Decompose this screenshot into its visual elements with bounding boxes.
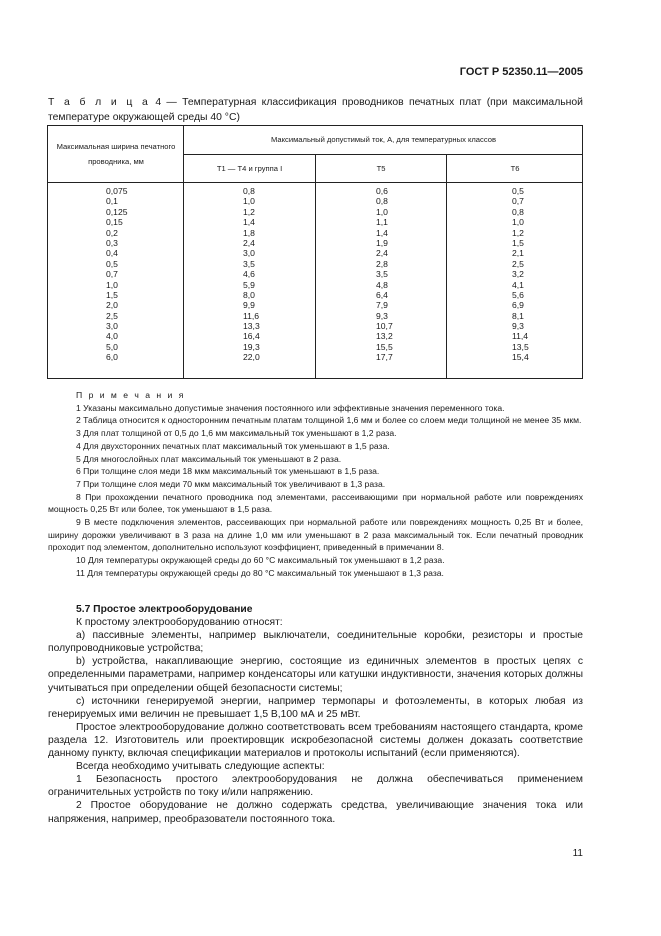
table-cell: 5,9	[243, 279, 255, 290]
column-t5-values	[376, 186, 393, 363]
table-cell: 4,8	[376, 279, 388, 290]
table-cell: 0,8	[512, 206, 524, 217]
column-t6-values	[512, 186, 529, 363]
table-caption-number: 4 —	[150, 97, 177, 108]
table-cell: 8,0	[243, 289, 255, 300]
note-item: 5 Для многослойных плат максимальный ток уменьшают в 2 раза.	[76, 453, 342, 464]
section-simple-equipment	[48, 603, 583, 826]
table-cell: 0,4	[106, 248, 118, 259]
table-cell: 3,5	[376, 269, 388, 280]
table-cell: 11,4	[512, 331, 529, 342]
table-cell: 8,1	[512, 310, 524, 321]
column-t1-t4-values	[243, 186, 260, 363]
table-cell: 2,4	[243, 237, 255, 248]
note-item: 9 В месте подключения элементов, рассеивающих при нормальной работе или повреждениях мощность 0,25 Вт и более, ширину дорожки увеличивают в 3 раза на длине 1,0 мм или уменьшают в 2 раза максимальный ток. Если печатный проводник проходит под элементом, дополнительно используют коэффициент, приведенный в примечании 8.	[48, 517, 583, 553]
table-cell: 0,3	[106, 237, 118, 248]
table-cell: 19,3	[243, 341, 260, 352]
table-cell: 1,5	[512, 237, 524, 248]
table-cell: 10,7	[376, 321, 393, 332]
table-divider	[315, 154, 316, 378]
section-paragraph: К простому электрооборудованию относят:	[76, 617, 283, 629]
section-paragraph: Простое электрооборудование должно соответствовать всем требованиям настоящего стандарта, кроме раздела 12. Изготовитель или проектировщик искробезопасной системы должен доказать соответствие данному пункту, включая спецификации материалов и протоколы испытаний (если применяются).	[48, 721, 583, 760]
table-cell: 11,6	[243, 310, 260, 321]
table-caption	[48, 95, 583, 125]
table-cell: 2,5	[106, 310, 118, 321]
document-code: ГОСТ Р 52350.11—2005	[459, 66, 583, 78]
section-paragraph: c) источники генерируемой энергии, например термопары и фотоэлементы, в которых любая из генерируемых ими величин не превышает 1,5 В,100 мА и 25 мВт.	[48, 695, 583, 720]
note-item: 7 При толщине слоя меди 70 мкм максимальный ток увеличивают в 1,3 раза.	[76, 478, 386, 489]
table-cell: 17,7	[376, 352, 393, 363]
section-paragraph: a) пассивные элементы, например выключатели, соединительные коробки, резисторы и простые полупроводниковые устройства;	[48, 630, 583, 655]
table-cell: 2,5	[512, 258, 524, 269]
table-cell: 3,0	[243, 248, 255, 259]
table-cell: 5,0	[106, 341, 118, 352]
column-header-t6: Т6	[510, 164, 520, 173]
table-cell: 2,0	[106, 300, 118, 311]
table-cell: 1,2	[243, 206, 255, 217]
table-cell: 0,8	[376, 196, 388, 207]
table-cell: 3,0	[106, 321, 118, 332]
table-divider	[446, 154, 447, 378]
section-paragraph: 1 Безопасность простого электрооборудования не должна обеспечиваться применением ограничительных устройств по току и/или напряжению.	[48, 774, 583, 799]
note-item: 1 Указаны максимально допустимые значения постоянного или эффективные значения переменного тока.	[76, 402, 505, 413]
table-cell: 0,075	[106, 186, 128, 196]
table-divider	[48, 182, 582, 183]
table-caption-text: Температурная классификация проводников печатных плат (при максимальной температуре окружающей среды 40 °С)	[48, 97, 583, 123]
table-cell: 1,5	[106, 289, 118, 300]
table-cell: 0,1	[106, 196, 118, 207]
table-cell: 13,3	[243, 321, 260, 332]
table-cell: 0,125	[106, 206, 128, 217]
temperature-classification-table	[47, 125, 583, 379]
note-item: 4 Для двухсторонних печатных плат максимальный ток уменьшают в 1,5 раза.	[76, 440, 390, 451]
table-cell: 0,15	[106, 217, 123, 228]
table-cell: 9,9	[243, 300, 255, 311]
table-cell: 4,0	[106, 331, 118, 342]
table-cell: 2,1	[512, 248, 524, 259]
table-cell: 3,2	[512, 269, 524, 280]
column-header-t1-t4: Т1 — Т4 и группа I	[216, 164, 283, 173]
section-paragraph: Всегда необходимо учитывать следующие аспекты:	[76, 761, 325, 773]
table-cell: 4,6	[243, 269, 255, 280]
page-number: 11	[572, 848, 583, 859]
table-notes	[48, 389, 583, 580]
table-cell: 6,4	[376, 289, 388, 300]
table-cell: 15,5	[376, 341, 393, 352]
table-cell: 0,2	[106, 227, 118, 238]
section-heading: 5.7 Простое электрооборудование	[76, 604, 253, 615]
table-cell: 0,7	[512, 196, 524, 207]
table-cell: 6,0	[106, 352, 118, 363]
notes-title: П р и м е ч а н и я	[76, 390, 186, 400]
note-item: 6 При толщине слоя меди 18 мкм максимальный ток уменьшают в 1,5 раза.	[76, 466, 380, 477]
table-cell: 15,4	[512, 352, 529, 363]
table-cell: 3,5	[243, 258, 255, 269]
column-width-values	[106, 186, 128, 363]
column-header-t5: Т5	[376, 164, 386, 173]
table-cell: 5,6	[512, 289, 524, 300]
table-cell: 0,5	[106, 258, 118, 269]
table-caption-prefix: Т а б л и ц а	[48, 97, 151, 108]
table-cell: 0,8	[243, 186, 255, 196]
table-cell: 7,9	[376, 300, 388, 311]
column-header-width: Максимальная ширина печатного проводника, мм	[56, 142, 176, 166]
note-item: 3 Для плат толщиной от 0,5 до 1,6 мм максимальный ток уменьшают в 1,2 раза.	[76, 428, 397, 439]
section-paragraph: b) устройства, накапливающие энергию, состоящие из единичных элементов в простых цепях с определенными параметрами, например конденсаторы или катушки индуктивности, значения которых должны учитываться при определении общей безопасности системы;	[48, 656, 583, 694]
table-cell: 16,4	[243, 331, 260, 342]
table-cell: 1,1	[376, 217, 388, 228]
table-cell: 1,4	[376, 227, 388, 238]
table-cell: 22,0	[243, 352, 260, 363]
table-cell: 1,9	[376, 237, 388, 248]
table-cell: 1,0	[376, 206, 388, 217]
table-cell: 0,6	[376, 186, 388, 196]
note-item: 11 Для температуры окружающей среды до 80 °С максимальный ток уменьшают в 1,3 раза.	[76, 567, 444, 578]
table-cell: 6,9	[512, 300, 524, 311]
table-cell: 2,8	[376, 258, 388, 269]
table-cell: 1,8	[243, 227, 255, 238]
table-cell: 0,5	[512, 186, 524, 196]
section-paragraph: 2 Простое оборудование не должно содержать средства, увеличивающие значения тока или напряжения, например, преобразователи постоянного тока.	[48, 800, 583, 825]
table-cell: 1,2	[512, 227, 524, 238]
table-cell: 13,2	[376, 331, 393, 342]
table-cell: 9,3	[376, 310, 388, 321]
table-cell: 0,7	[106, 269, 118, 280]
note-item: 8 При прохождении печатного проводника под элементами, рассеивающими при нормальной работе или повреждениях мощность 0,25 Вт или более, ток уменьшают в 1,5 раза.	[48, 491, 583, 515]
note-item: 2 Таблица относится к односторонним печатным платам толщиной 1,6 мм и более со слоем меди толщиной не менее 35 мкм.	[76, 415, 582, 426]
table-cell: 1,0	[243, 196, 255, 207]
table-cell: 1,0	[106, 279, 118, 290]
table-cell: 1,4	[243, 217, 255, 228]
table-divider	[183, 154, 582, 155]
table-cell: 4,1	[512, 279, 524, 290]
table-cell: 1,0	[512, 217, 524, 228]
column-group-header: Максимальный допустимый ток, А, для температурных классов	[271, 135, 496, 144]
table-cell: 13,5	[512, 341, 529, 352]
note-item: 10 Для температуры окружающей среды до 60 °С максимальный ток уменьшают в 1,2 раза.	[76, 555, 445, 566]
table-cell: 2,4	[376, 248, 388, 259]
table-cell: 9,3	[512, 321, 524, 332]
